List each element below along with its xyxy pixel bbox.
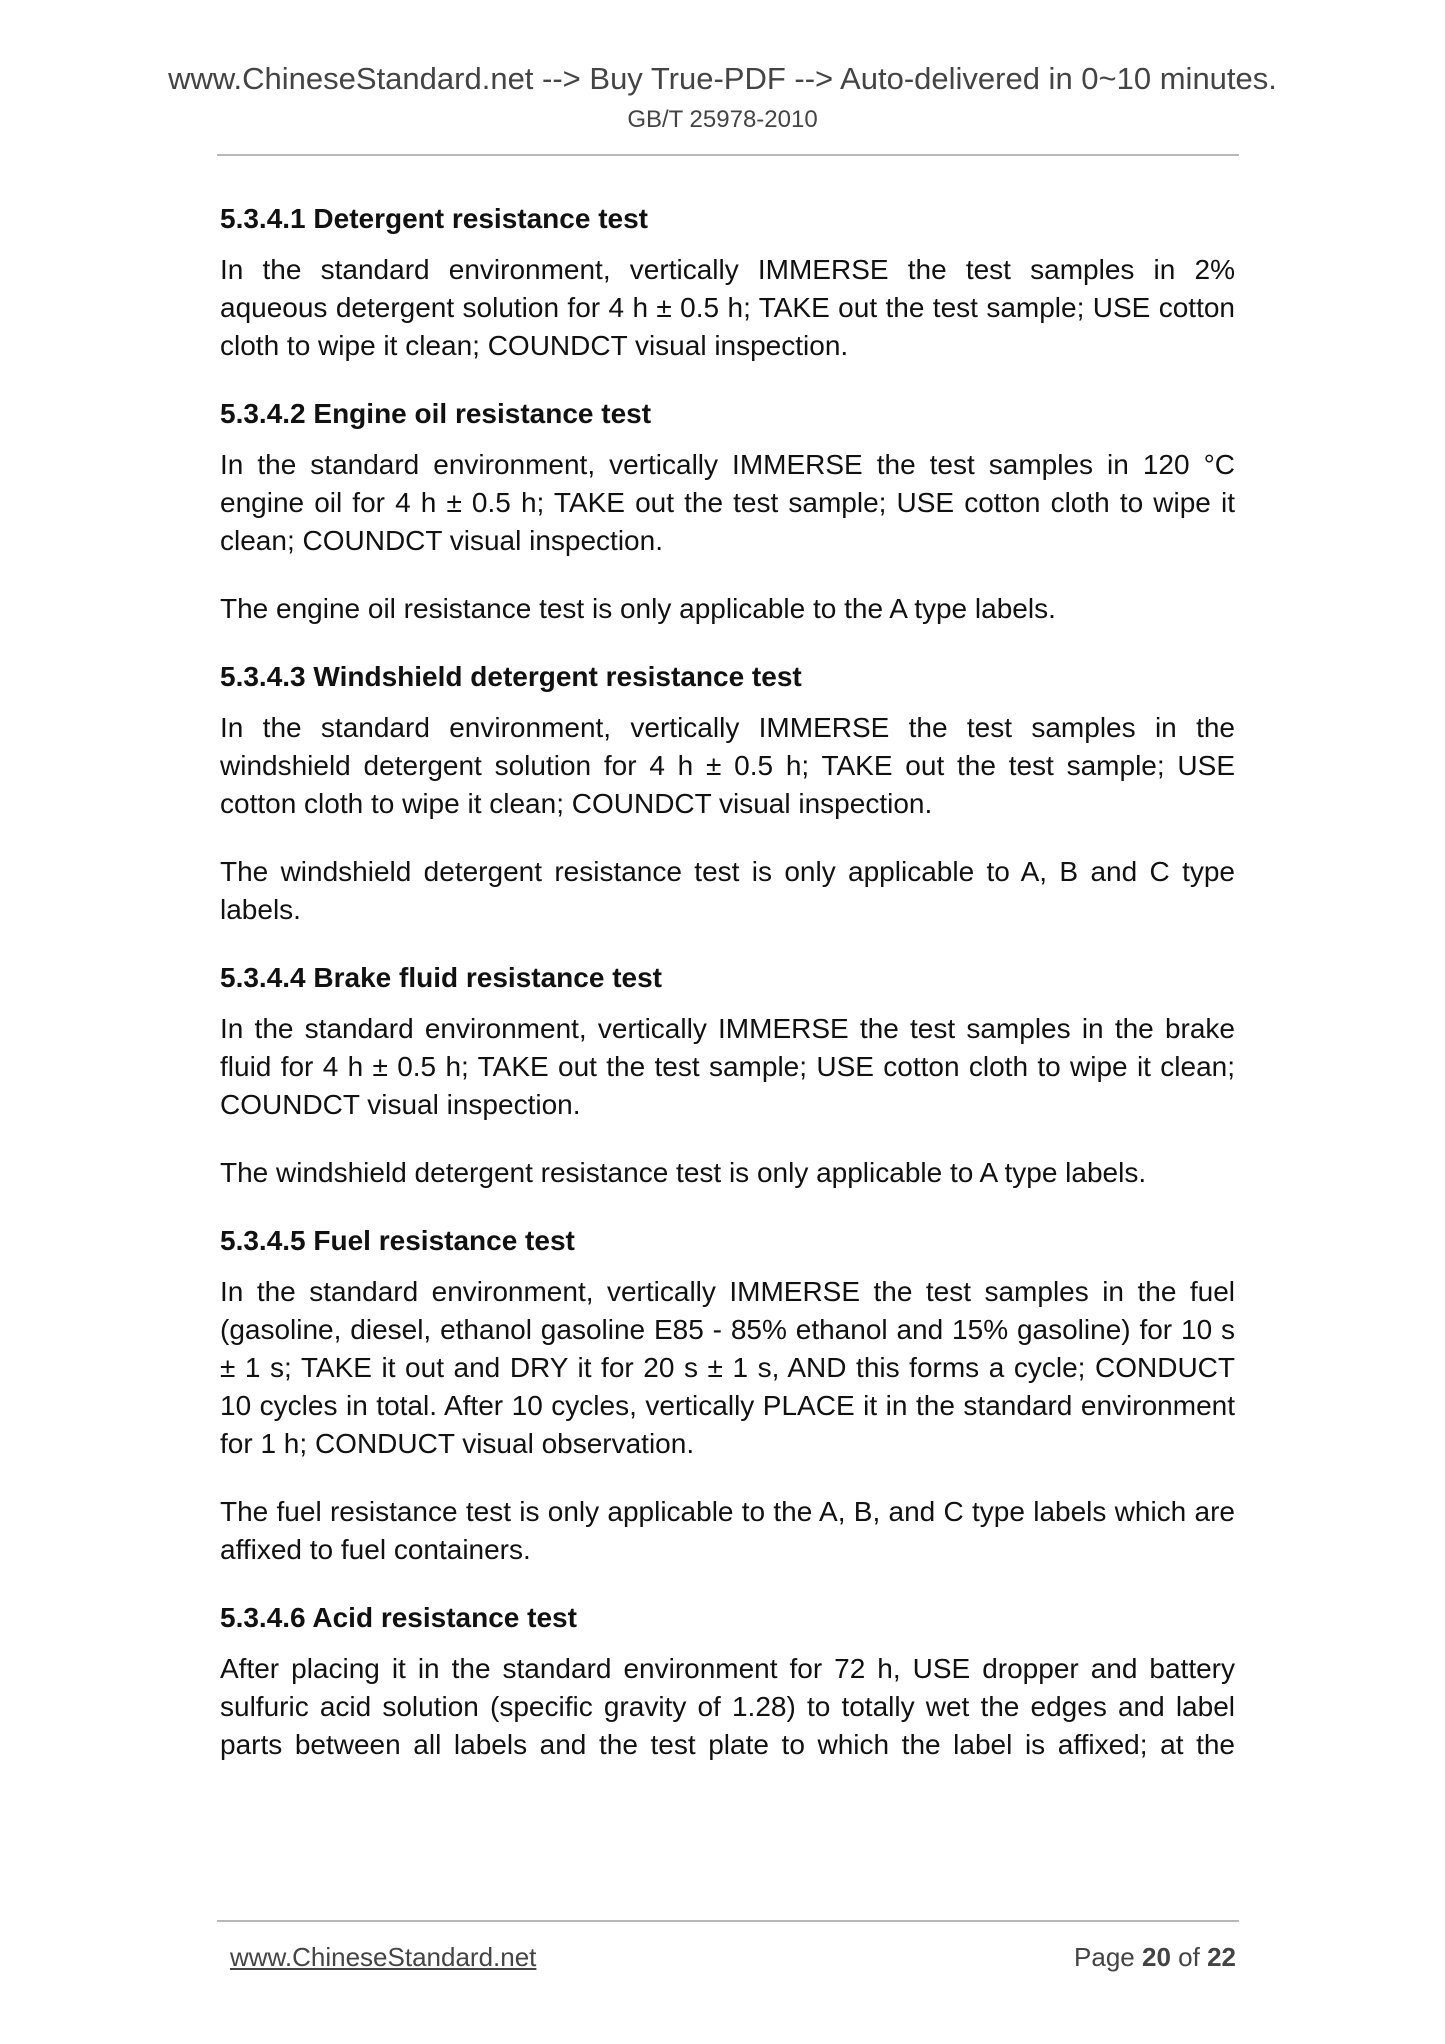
section-heading: 5.3.4.5 Fuel resistance test [220, 1225, 575, 1256]
header-divider [217, 154, 1239, 156]
paragraph: In the standard environment, vertically IMMERSE the test samples in the windshield detergent solution for 4 h ± 0.5 h; TAKE out the test sample; USE cotton cloth to wipe it clean; COUNDCT visual inspection. [220, 712, 1235, 819]
standard-id: GB/T 25978-2010 [627, 106, 818, 133]
section-heading: 5.3.4.1 Detergent resistance test [220, 203, 648, 234]
paragraph: In the standard environment, vertically IMMERSE the test samples in 120 °C engine oil for 4 h ± 0.5 h; TAKE out the test sample; USE cotton cloth to wipe it clean; COUNDCT visual inspection. [220, 449, 1235, 556]
paragraph: The engine oil resistance test is only applicable to the A type labels. [220, 593, 1056, 624]
section-heading: 5.3.4.4 Brake fluid resistance test [220, 962, 662, 993]
section-heading: 5.3.4.3 Windshield detergent resistance test [220, 661, 802, 692]
page-of: of [1178, 1942, 1200, 1972]
page-indicator [1074, 1938, 1236, 1976]
page-current: 20 [1142, 1942, 1171, 1972]
paragraph: The windshield detergent resistance test is only applicable to A, B and C type labels. [220, 856, 1235, 925]
paragraph: After placing it in the standard environment for 72 h, USE dropper and battery sulfuric acid solution (specific gravity of 1.28) to totally wet the edges and label parts between all labels and the test plate to which the label is affixed; at the [220, 1653, 1235, 1760]
section-heading: 5.3.4.6 Acid resistance test [220, 1602, 577, 1633]
page-total: 22 [1207, 1942, 1236, 1972]
paragraph: The fuel resistance test is only applicable to the A, B, and C type labels which are affixed to fuel containers. [220, 1496, 1235, 1565]
paragraph: In the standard environment, vertically IMMERSE the test samples in 2% aqueous detergent solution for 4 h ± 0.5 h; TAKE out the test sample; USE cotton cloth to wipe it clean; COUNDCT visual inspection. [220, 254, 1235, 361]
footer-link[interactable]: www.ChineseStandard.net [230, 1942, 537, 1972]
section-heading: 5.3.4.2 Engine oil resistance test [220, 398, 652, 429]
footer-divider [217, 1920, 1239, 1922]
page-label: Page [1074, 1942, 1135, 1972]
header-banner: www.ChineseStandard.net --> Buy True-PDF --> Auto-delivered in 0~10 minutes. [168, 61, 1277, 96]
paragraph: In the standard environment, vertically IMMERSE the test samples in the fuel (gasoline, diesel, ethanol gasoline E85 - 85% ethanol and 15% gasoline) for 10 s ± 1 s; TAKE it out and DRY it for 20 s ± 1 s, AND this forms a cycle; CONDUCT 10 cycles in total. After 10 cycles, vertically PLACE it in the standard environment for 1 h; CONDUCT visual observation. [220, 1276, 1235, 1459]
paragraph: The windshield detergent resistance test is only applicable to A type labels. [220, 1157, 1147, 1188]
paragraph: In the standard environment, vertically IMMERSE the test samples in the brake fluid for 4 h ± 0.5 h; TAKE out the test sample; USE cotton cloth to wipe it clean; COUNDCT visual inspection. [220, 1013, 1235, 1120]
document-body [220, 200, 1235, 1794]
